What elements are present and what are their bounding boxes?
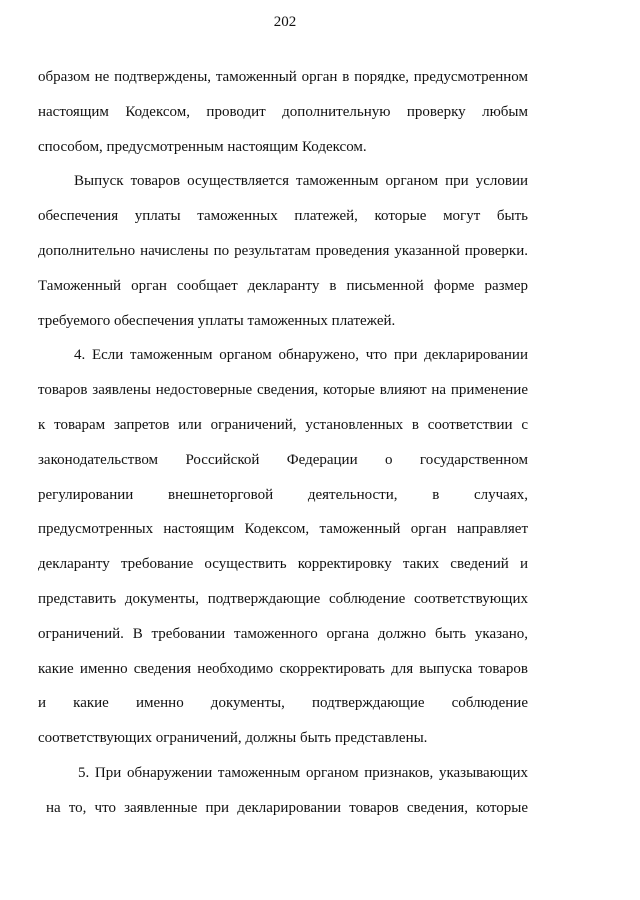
text-line: товаров заявлены недостоверные сведения, которые влияют на применение [38, 382, 528, 399]
text-line: законодательством Российской Федерации о государственном [38, 451, 528, 468]
text-line: какие именно сведения необходимо скорректировать для выпуска товаров [38, 660, 528, 677]
text-line: образом не подтверждены, таможенный орган в порядке, предусмотренном [38, 69, 528, 85]
text-line: на то, что заявленные при декларировании товаров сведения, которые [46, 799, 528, 816]
text-line: обеспечения уплаты таможенных платежей, которые могут быть [38, 208, 528, 225]
text-line: требуемого обеспечения уплаты таможенных платежей. [38, 312, 396, 329]
text-line: способом, предусмотренным настоящим Кодексом. [38, 138, 367, 155]
text-line: Выпуск товаров осуществляется таможенным органом при условии [74, 173, 528, 190]
text-line: регулировании внешнеторговой деятельности, в случаях, [38, 486, 528, 503]
text-line: ограничений. В требовании таможенного органа должно быть указано, [38, 625, 528, 642]
text-line: предусмотренных настоящим Кодексом, таможенный орган направляет [38, 521, 528, 538]
text-line: к товарам запретов или ограничений, установленных в соответствии с [38, 416, 528, 433]
text-line: 4. Если таможенным органом обнаружено, что при декларировании [74, 347, 528, 364]
text-line: дополнительно начислены по результатам проведения указанной проверки. [38, 242, 528, 259]
text-line: настоящим Кодексом, проводит дополнительную проверку любым [38, 103, 528, 120]
document-body [38, 60, 528, 826]
page-number: 202 [273, 14, 297, 30]
text-line: Таможенный орган сообщает декларанту в письменной форме размер [38, 277, 528, 294]
text-line: представить документы, подтверждающие соблюдение соответствующих [38, 590, 528, 607]
text-line: декларанту требование осуществить корректировку таких сведений и [38, 556, 528, 573]
text-line: и какие именно документы, подтверждающие соблюдение [38, 695, 528, 712]
text-line: соответствующих ограничений, должны быть представлены. [38, 730, 428, 747]
text-line: 5. При обнаружении таможенным органом признаков, указывающих [78, 764, 528, 781]
